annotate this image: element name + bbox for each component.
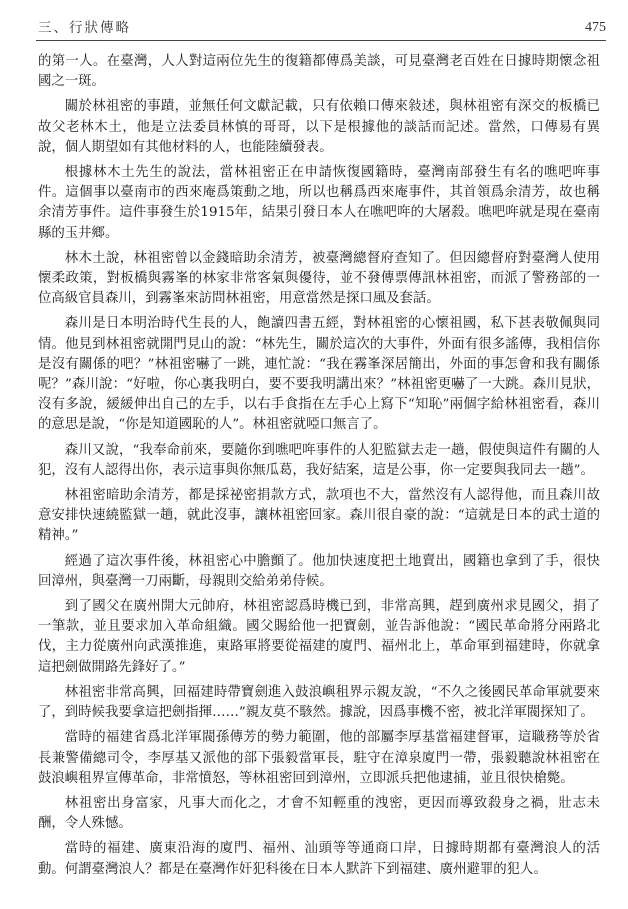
paragraph: 森川是日本明治時代生長的人，飽讀四書五經，對林祖密的心懷祖國，私下甚表敬佩與同情。他見到林祖密就開門見山的說：“林先生，關於這次的大事件，外面有很多謠傳，我相信你是沒有關係的吧？”林祖密嚇了一跳，連忙說：“我在霧峯深居簡出，外面的事怎會和我有關係呢？”森川說：“好啦，你心裏我明白，要不要我明講出來？”林祖密更嚇了一大跳。森川見狀，沒有多說，緩緩伸出自己的左手，以右手食指在左手心上寫下“知恥”兩個字給林祖密看，森川的意思是說，“你是知道國恥的人”。林祖密就啞口無言了。: [38, 316, 600, 433]
paragraph: 到了國父在廣州開大元帥府，林祖密認爲時機已到，非常高興，趕到廣州求見國父，捐了一筆款，並且要求加入革命組織。國父賜給他一把寶劍，並告訴他說：“國民革命將分兩路北伐，主力從廣州向武漢推進，東路軍將要從福建的廈門、福州北上，革命軍到福建時，你就拿這把劍做開路先鋒好了。”: [38, 599, 600, 675]
paragraph: 經過了這次事件後，林祖密心中膽顫了。他加快速度把土地賣出，國籍也拿到了手，很快回漳州，與臺灣一刀兩斷，母親則交給弟弟侍候。: [38, 553, 600, 589]
paragraph: 森川又說，“我奉命前來，要隨你到噍吧哖事件的人犯監獄去走一趟，假使與這件有關的人犯，沒有人認得出你，表示這事與你無瓜葛，我好結案，這是公事，你一定要與我同去一趟”。: [38, 442, 600, 478]
paragraph: 當時的福建省爲北洋軍閥孫傳芳的勢力範圍，他的部屬李厚基當福建督軍，這職務等於省長兼警備總司令，李厚基又派他的部下張毅當軍長，駐守在漳泉廈門一帶，張毅聽說林祖密在鼓浪嶼租界宣傳革命，非常憤怒，等林祖密回到漳州，立即派兵把他逮捕，並且很快槍斃。: [38, 730, 600, 786]
paragraph: 林木土說，林祖密曾以金錢暗助余清芳，被臺灣總督府查知了。但因總督府對臺灣人使用懷柔政策，對板橋與霧峯的林家非常客氣與優待，並不發傳票傳訊林祖密，而派了警務部的一位高級官員森川，到霧峯來訪問林祖密，用意當然是探口風及套話。: [38, 250, 600, 307]
paragraph: 當時的福建、廣東沿海的廈門、福州、汕頭等等通商口岸，日據時期都有臺灣浪人的活動。何謂臺灣浪人？都是在臺灣作奸犯科後在日本人默許下到福建、廣州避罪的犯人。: [38, 841, 600, 877]
section-title: 三、行狀傳略: [38, 20, 131, 36]
paragraph: 林祖密暗助余清芳，都是採祕密捐款方式，款項也不大，當然沒有人認得他，而且森川故意安排快速繞監獄一趟，就此沒事，讓林祖密回家。森川很自豪的說：“這就是日本的武士道的精神。”: [38, 488, 600, 544]
paragraph: 林祖密出身富家，凡事大而化之，才會不知輕重的洩密，更因而導致殺身之禍，壯志未酬，令人殊憾。: [38, 795, 600, 832]
paragraph: 關於林祖密的事蹟，並無任何文獻記載，只有依賴口傳來敍述，與林祖密有深交的板橋已故父老林木土，他是立法委員林慎的哥哥，以下是根據他的談話而記述。當然，口傳易有異說，個人期望如有其他材料的人，也能陸續發表。: [38, 99, 600, 155]
header-rule: [36, 40, 606, 41]
paragraph: 根據林木土先生的說法，當林祖密正在申請恢復國籍時，臺灣南部發生有名的噍吧哖事件。這個事以臺南市的西來庵爲策動之地，所以也稱爲西來庵事件，其首領爲余清芳，故也稱余清芳事件。這件事發生於1915年，結果引發日本人在噍吧哖的大屠殺。噍吧哖就是現在臺南縣的玉井鄉。: [38, 165, 600, 241]
body-text: [38, 52, 600, 885]
running-header: [38, 14, 606, 36]
paragraph: 林祖密非常高興，回福建時帶寶劍進入鼓浪嶼租界示親友說，“不久之後國民革命軍就要來了，到時候我要拿這把劍指揮……”親友莫不駭然。據說，因爲事機不密，被北洋軍閥探知了。: [38, 684, 600, 721]
paragraph: 的第一人。在臺灣，人人對這兩位先生的復籍都傳爲美談，可見臺灣老百姓在日據時期懷念祖國之一斑。: [38, 54, 600, 90]
page-number: 475: [585, 20, 606, 35]
